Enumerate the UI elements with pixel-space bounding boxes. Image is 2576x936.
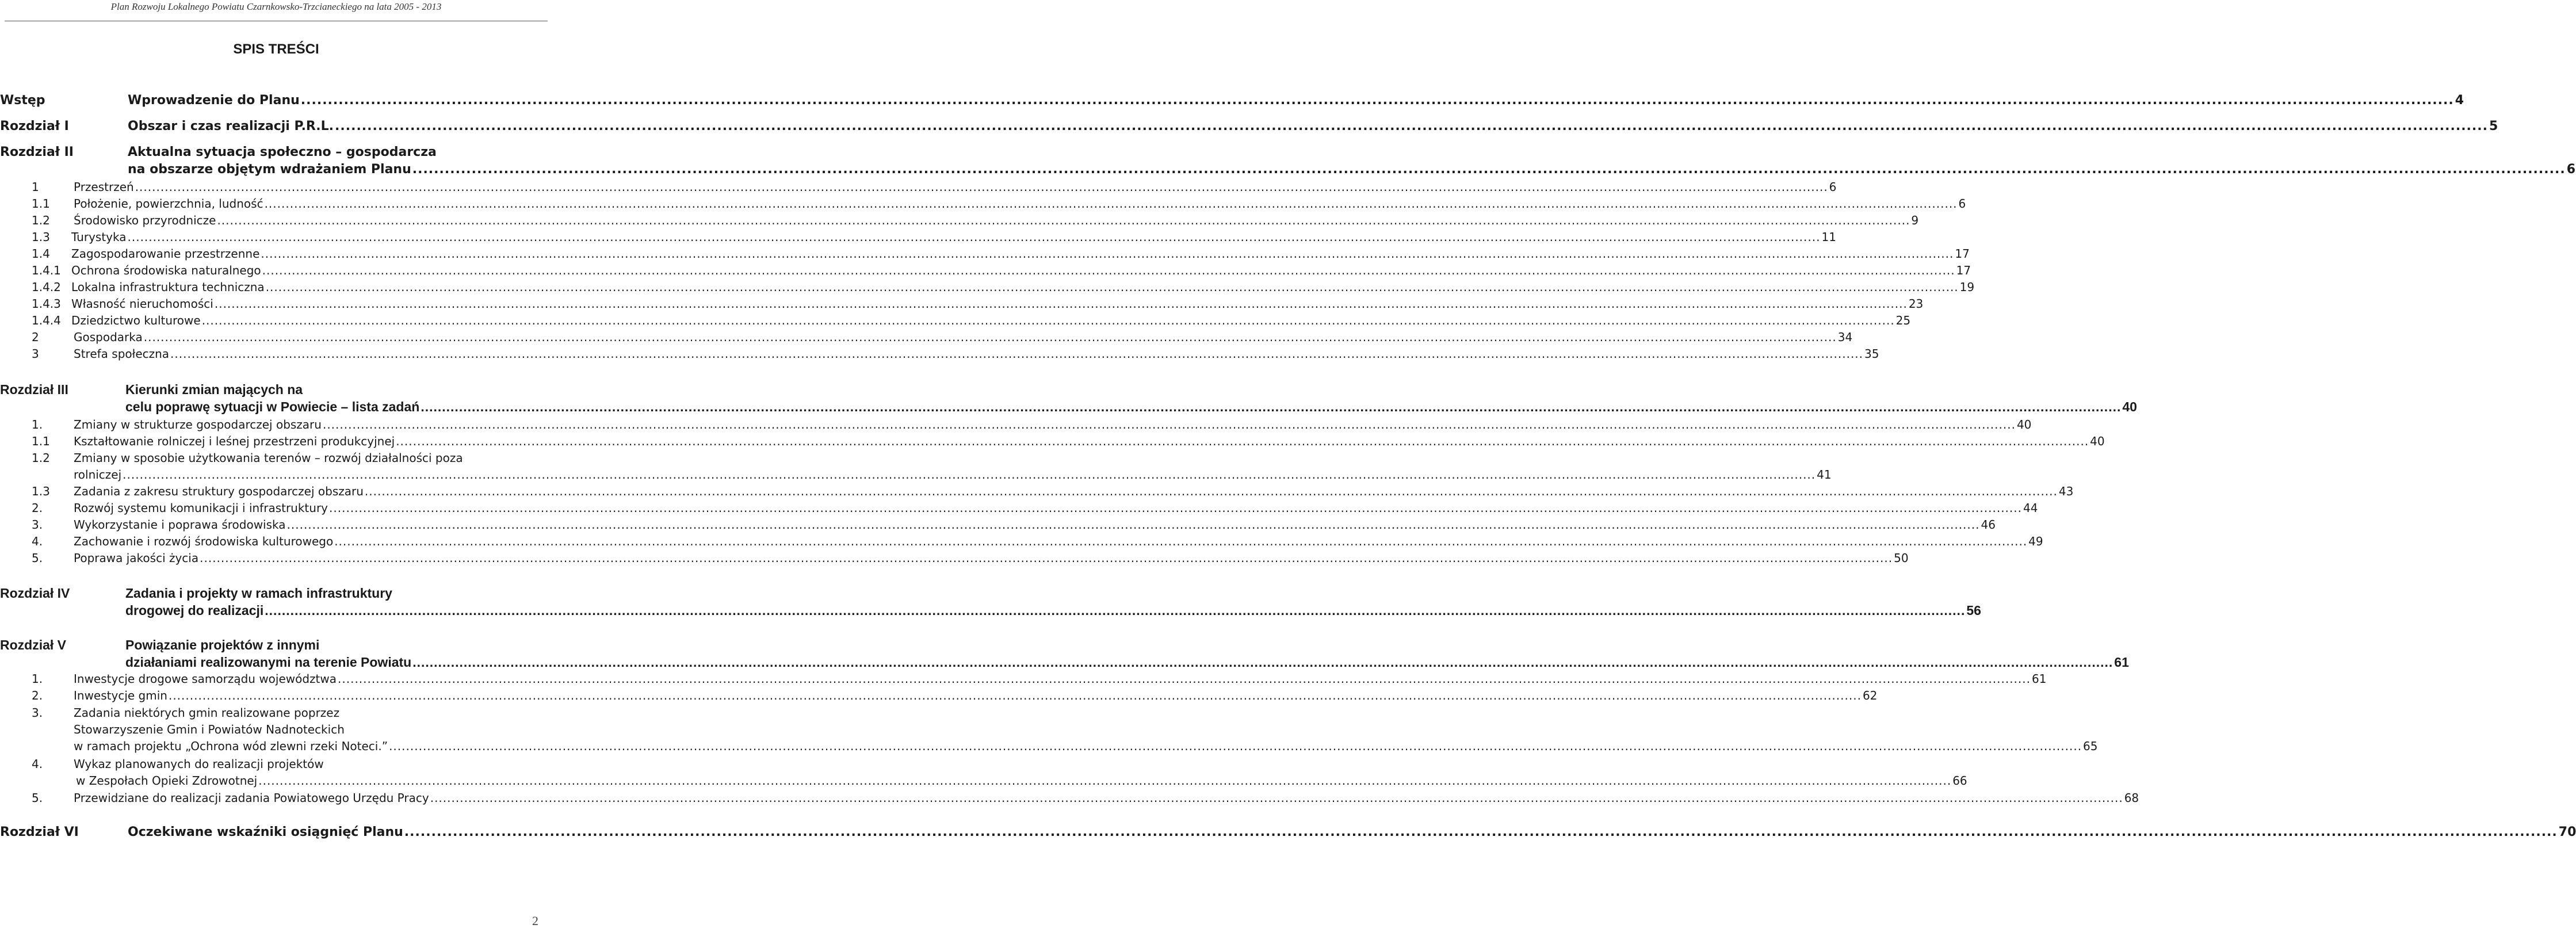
toc-entry <box>0 398 2137 415</box>
toc-entry-title: Obszar i czas realizacji P.R.L. <box>128 119 334 133</box>
toc-entry-title: Inwestycje gmin <box>74 689 167 702</box>
toc-entry <box>0 295 1924 312</box>
dot-leader: ................................................................................................................................................................................................................................................................................................................................................................................................................ <box>396 434 2089 448</box>
toc-entry-page: 6 <box>2566 162 2576 177</box>
toc-entry-page: 40 <box>2122 399 2137 414</box>
toc-entry-title: Środowisko przyrodnicze <box>74 213 216 227</box>
dot-leader: ................................................................................................................................................................................................................................................................................................................................................................................................................ <box>286 518 1980 532</box>
toc-entry-label: 1.3 <box>32 230 50 244</box>
toc-entry-title: Strefa społeczna <box>74 347 170 361</box>
toc-entry-label: 1.4.3 <box>32 297 61 311</box>
toc-entry-title: Zachowanie i rozwój środowiska kulturowego <box>74 534 334 548</box>
toc-entry-label: Rozdział I <box>0 119 69 133</box>
toc-entry <box>0 516 1996 533</box>
toc-entry-title: w Zespołach Opieki Zdrowotnej <box>76 774 258 788</box>
toc-entry-title: Kierunki zmian mających na <box>125 382 303 397</box>
toc-entry <box>0 755 525 773</box>
toc-entry-label: 1.1 <box>32 434 50 448</box>
toc-entry-title: Kształtowanie rolniczej i leśnej przestrzeni produkcyjnej <box>74 434 395 448</box>
toc-entry-page: 46 <box>1981 518 1996 532</box>
toc-entry-page: 49 <box>2028 534 2043 548</box>
toc-entry-label: 2. <box>32 501 43 515</box>
toc-entry-title: Rozwój systemu komunikacji i infrastruktury <box>74 501 328 515</box>
toc-entry-label: Rozdział VI <box>0 825 79 839</box>
dot-leader: ................................................................................................................................................................................................................................................................................................................................................................................................................ <box>389 739 2082 753</box>
toc-entry-title: Przestrzeń <box>74 180 134 194</box>
toc-entry-label: 1.4.2 <box>32 280 61 294</box>
toc-entry-page: 68 <box>2124 791 2139 805</box>
toc-entry-title: rolniczej <box>74 468 122 482</box>
toc-entry-title: Wykaz planowanych do realizacji projektów <box>74 757 324 771</box>
toc-entry-page: 65 <box>2083 739 2098 753</box>
toc-entry-page: 50 <box>1894 551 1909 565</box>
toc-entry-label: 5. <box>32 791 43 805</box>
toc-entry-title: Dziedzictwo kulturowe <box>71 314 201 327</box>
toc-entry-label: 1. <box>32 418 43 431</box>
toc-entry-title: Stowarzyszenie Gmin i Powiatów Nadnoteckich <box>74 723 345 736</box>
toc-entry-label: 2. <box>32 689 43 702</box>
toc-entry <box>0 824 2576 841</box>
toc-entry-title: celu poprawę sytuacji w Powiecie – lista zadań <box>125 399 420 414</box>
toc-entry-title: na obszarze objętym wdrażaniem Planu <box>128 162 411 177</box>
dot-leader: ................................................................................................................................................................................................................................................................................................................................................................................................................ <box>258 774 1952 788</box>
toc-entry <box>0 721 525 738</box>
toc-entry <box>0 245 1970 262</box>
toc-entry-page: 19 <box>1959 280 1975 294</box>
toc-entry-page: 56 <box>1966 603 1981 618</box>
toc-entry-page: 66 <box>1952 774 1967 788</box>
toc-entry-page: 44 <box>2023 501 2038 515</box>
dot-leader: ................................................................................................................................................................................................................................................................................................................................................................................................................ <box>217 213 1910 227</box>
toc-entry-page: 40 <box>2090 434 2105 448</box>
toc-entry <box>0 687 1878 704</box>
toc-entry-page: 70 <box>2558 825 2576 839</box>
toc-entry <box>0 118 2498 135</box>
dot-leader: ................................................................................................................................................................................................................................................................................................................................................................................................................ <box>300 93 2454 108</box>
toc-entry-page: 41 <box>1817 468 1832 482</box>
dot-leader: ................................................................................................................................................................................................................................................................................................................................................................................................................ <box>123 468 1816 482</box>
dot-leader: ................................................................................................................................................................................................................................................................................................................................................................................................................ <box>412 655 2113 670</box>
toc-entry <box>0 312 1911 329</box>
toc-entry <box>0 584 525 602</box>
toc-entry <box>0 381 525 398</box>
toc-entry-title: Turystyka <box>71 230 127 244</box>
toc-entry-page: 23 <box>1908 297 1924 311</box>
toc-entry-page: 4 <box>2455 93 2464 108</box>
toc-entry-label: 1.2 <box>32 451 50 465</box>
toc-entry-label: 1.4.1 <box>32 263 61 277</box>
toc-entry-label: Rozdział V <box>0 637 67 652</box>
toc-entry <box>0 178 1837 196</box>
toc-entry-title: Zadania i projekty w ramach infrastruktury <box>125 586 392 601</box>
toc-entry-page: 62 <box>1862 689 1878 702</box>
dot-leader: ................................................................................................................................................................................................................................................................................................................................................................................................................ <box>135 180 1828 194</box>
toc-entry <box>0 636 525 654</box>
toc-entry-label: Rozdział IV <box>0 586 70 601</box>
toc-entry-title: drogowej do realizacji <box>125 603 264 618</box>
toc-entry-title: Zmiany w sposobie użytkowania terenów – rozwój działalności poza <box>74 451 463 465</box>
toc-entry <box>0 772 1967 789</box>
dot-leader: ................................................................................................................................................................................................................................................................................................................................................................................................................ <box>265 280 1959 294</box>
toc-entry-page: 17 <box>1955 247 1970 261</box>
toc-entry-title: Zmiany w strukturze gospodarczej obszaru <box>74 418 322 431</box>
toc-entry-label: 1 <box>32 180 39 194</box>
dot-leader: ................................................................................................................................................................................................................................................................................................................................................................................................................ <box>264 197 1958 211</box>
toc-entry <box>0 144 525 161</box>
toc-entry-title: Gospodarka <box>74 330 143 344</box>
toc-entry-label: 3. <box>32 706 43 720</box>
toc-entry-label: Rozdział III <box>0 382 68 397</box>
toc-entry-label: 5. <box>32 551 43 565</box>
dot-leader: ................................................................................................................................................................................................................................................................................................................................................................................................................ <box>143 330 1837 344</box>
toc-entry <box>0 433 2105 450</box>
toc-entry-label: 1.1 <box>32 197 50 211</box>
toc-entry-page: 61 <box>2114 655 2129 670</box>
toc-entry-title: Ochrona środowiska naturalnego <box>71 263 261 277</box>
toc-entry-label: 4. <box>32 534 43 548</box>
dot-leader: ................................................................................................................................................................................................................................................................................................................................................................................................................ <box>404 825 2558 839</box>
toc-entry-title: Powiązanie projektów z innymi <box>125 637 320 652</box>
dot-leader: ................................................................................................................................................................................................................................................................................................................................................................................................................ <box>265 603 1966 618</box>
toc-entry-title: Wykorzystanie i poprawa środowiska <box>74 518 286 532</box>
toc-entry-title: Wprowadzenie do Planu <box>128 93 300 108</box>
dot-leader: ................................................................................................................................................................................................................................................................................................................................................................................................................ <box>201 314 1895 327</box>
toc-entry <box>0 262 1971 279</box>
toc-entry-title: Zagospodarowanie przestrzenne <box>71 247 260 261</box>
toc-entry-title: Zadania niektórych gmin realizowane poprzez <box>74 706 340 720</box>
toc-entry-page: 43 <box>2058 484 2074 498</box>
toc-entry-title: Inwestycje drogowe samorządu województwa <box>74 672 337 686</box>
toc-entry-title: Poprawa jakości życia <box>74 551 199 565</box>
dot-leader: ................................................................................................................................................................................................................................................................................................................................................................................................................ <box>127 230 1821 244</box>
toc-entry-title: Lokalna infrastruktura techniczna <box>71 280 265 294</box>
toc-entry-page: 17 <box>1956 263 1971 277</box>
toc-entry <box>0 449 525 467</box>
dot-leader: ................................................................................................................................................................................................................................................................................................................................................................................................................ <box>262 263 1955 277</box>
page-number: 2 <box>532 914 538 928</box>
dot-leader: ................................................................................................................................................................................................................................................................................................................................................................................................................ <box>364 484 2058 498</box>
toc-entry <box>0 228 1836 246</box>
toc-entry-label: 2 <box>32 330 39 344</box>
toc-entry-page: 5 <box>2489 119 2498 133</box>
toc-entry-page: 35 <box>1864 347 1879 361</box>
page-title: SPIS TREŚCI <box>233 41 319 57</box>
toc-entry <box>0 499 2038 517</box>
toc-entry-label: 1. <box>32 672 43 686</box>
toc-entry <box>0 466 1832 483</box>
toc-entry-page: 6 <box>1958 197 1966 211</box>
toc-entry <box>0 670 2047 687</box>
toc-entry-page: 40 <box>2016 418 2032 431</box>
dot-leader: ................................................................................................................................................................................................................................................................................................................................................................................................................ <box>214 297 1908 311</box>
running-header: Plan Rozwoju Lokalnego Powiatu Czarnkowsko-Trzcianeckiego na lata 2005 - 2013 <box>110 1 442 12</box>
toc-entry <box>0 549 1909 567</box>
dot-leader: ................................................................................................................................................................................................................................................................................................................................................................................................................ <box>329 501 2022 515</box>
toc-entry-title: Oczekiwane wskaźniki osiągnięć Planu <box>128 825 403 839</box>
toc-entry-label: Rozdział II <box>0 145 74 159</box>
toc-entry-title: Aktualna sytuacja społeczno – gospodarcza <box>128 145 437 159</box>
toc-entry <box>0 483 2074 500</box>
toc-entry-label: 1.2 <box>32 213 50 227</box>
toc-entry-page: 9 <box>1911 213 1919 227</box>
toc-entry-page: 61 <box>2031 672 2047 686</box>
toc-entry-label: 4. <box>32 757 43 771</box>
toc-entry-label: 3. <box>32 518 43 532</box>
toc-entry <box>0 738 2098 755</box>
toc-entry <box>0 328 1853 346</box>
dot-leader: ................................................................................................................................................................................................................................................................................................................................................................................................................ <box>412 162 2566 177</box>
toc-entry-title: Własność nieruchomości <box>71 297 213 311</box>
dot-leader: ................................................................................................................................................................................................................................................................................................................................................................................................................ <box>335 119 2488 133</box>
toc-entry-page: 6 <box>1829 180 1837 194</box>
toc-entry-title: działaniami realizowanymi na terenie Powiatu <box>125 655 412 670</box>
toc-entry <box>0 602 1981 619</box>
dot-leader: ................................................................................................................................................................................................................................................................................................................................................................................................................ <box>421 399 2122 414</box>
toc-entry-title: Przewidziane do realizacji zadania Powiatowego Urzędu Pracy <box>74 791 429 805</box>
dot-leader: ................................................................................................................................................................................................................................................................................................................................................................................................................ <box>170 347 1864 361</box>
toc-entry <box>0 789 2139 807</box>
toc-entry <box>0 278 1975 296</box>
toc-entry <box>0 345 1879 362</box>
toc-entry-title: Położenie, powierzchnia, ludność <box>74 197 263 211</box>
toc-entry-label: 1.4 <box>32 247 50 261</box>
toc-entry <box>0 416 2032 433</box>
dot-leader: ................................................................................................................................................................................................................................................................................................................................................................................................................ <box>338 672 2031 686</box>
dot-leader: ................................................................................................................................................................................................................................................................................................................................................................................................................ <box>322 418 2016 431</box>
toc-entry <box>0 654 2129 671</box>
toc-entry-label: 1.3 <box>32 484 50 498</box>
toc-entry-page: 25 <box>1895 314 1911 327</box>
toc-entry <box>0 92 2464 109</box>
dot-leader: ................................................................................................................................................................................................................................................................................................................................................................................................................ <box>200 551 1893 565</box>
toc-entry-page: 11 <box>1821 230 1836 244</box>
toc-entry-title: Zadania z zakresu struktury gospodarczej obszaru <box>74 484 364 498</box>
toc-entry <box>0 161 2576 178</box>
toc-entry-page: 34 <box>1837 330 1853 344</box>
toc-entry <box>0 533 2043 550</box>
toc-entry <box>0 704 525 721</box>
toc-entry-title: w ramach projektu „Ochrona wód zlewni rzeki Noteci.” <box>74 739 388 753</box>
toc-entry <box>0 212 1919 229</box>
dot-leader: ................................................................................................................................................................................................................................................................................................................................................................................................................ <box>334 534 2028 548</box>
dot-leader: ................................................................................................................................................................................................................................................................................................................................................................................................................ <box>168 689 1862 702</box>
dot-leader: ................................................................................................................................................................................................................................................................................................................................................................................................................ <box>261 247 1954 261</box>
dot-leader: ................................................................................................................................................................................................................................................................................................................................................................................................................ <box>430 791 2123 805</box>
toc-entry-label: Wstęp <box>0 93 45 108</box>
toc-entry <box>0 195 1966 212</box>
toc-entry-label: 1.4.4 <box>32 314 61 327</box>
toc-entry-label: 3 <box>32 347 39 361</box>
